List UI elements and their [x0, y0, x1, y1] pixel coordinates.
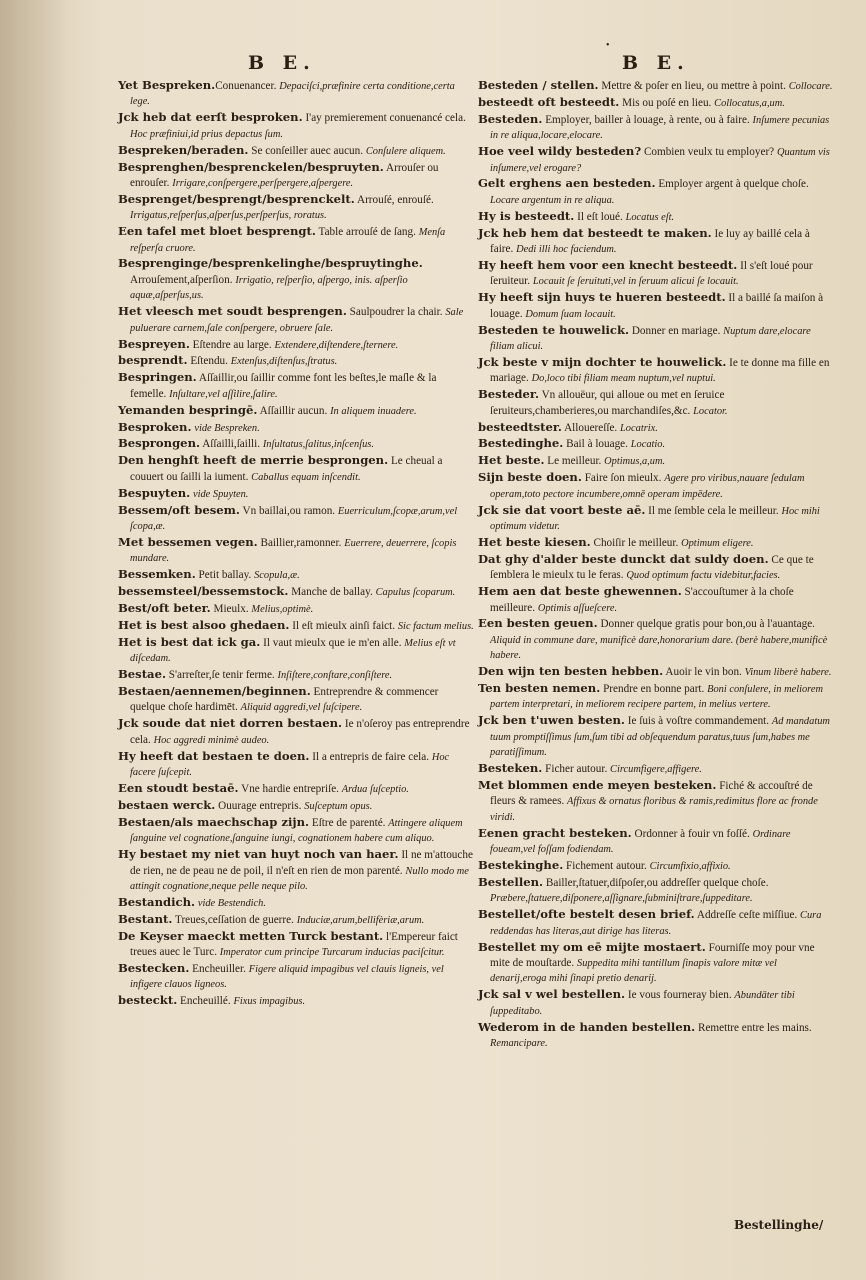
entry-latin: Caballus equam inſcendit.: [251, 471, 361, 483]
entry-french: Eſtendu.: [187, 355, 231, 368]
entry-headword: Het is best alsoo ghedaen.: [118, 617, 290, 632]
dictionary-entry: [118, 78, 474, 110]
dictionary-entry: [118, 815, 474, 847]
dictionary-entry: [478, 940, 834, 987]
entry-headword: Besteden / stellen.: [478, 78, 599, 92]
entry-headword: Met bessemen vegen.: [118, 534, 258, 549]
dictionary-entry: [118, 160, 474, 192]
entry-french: Le cheual a couuert ou ſailli la iument.: [130, 455, 443, 483]
dictionary-entry: [478, 470, 834, 502]
entry-french: Il a entrepris de faire cela.: [309, 750, 432, 763]
entry-headword: Bespreken/beraden.: [118, 142, 249, 157]
entry-french: l'Empereur faict treues auec le Turc.: [130, 930, 458, 959]
entry-french: Aſſaillir,ou ſaillir comme font les beſtes,le maſle & la femelle.: [130, 372, 437, 400]
entry-latin: Cura reddendas has literas,aut dirige has literas.: [490, 910, 822, 937]
dictionary-entry: [118, 304, 474, 336]
entry-headword: Bespringen.: [118, 370, 197, 385]
entry-french: Il eſt loué.: [574, 210, 626, 223]
entry-latin: Collocare.: [788, 81, 833, 92]
dictionary-entry: [478, 112, 834, 144]
dictionary-entry: [478, 176, 834, 208]
dictionary-entry: [118, 929, 474, 961]
entry-french: Donner quelque gratis pour bon,ou à l'auantage.: [597, 618, 815, 631]
entry-headword: Dat ghy d'alder beste dunckt dat suldy doen.: [478, 551, 769, 566]
entry-latin: Ordinare foueam,vel foſſam fodiendam.: [490, 828, 791, 856]
entry-latin: Circumfigere,affigere.: [610, 764, 702, 776]
entry-headword: Besprenget/besprengt/besprenckelt.: [118, 191, 355, 206]
dictionary-entry: [478, 552, 834, 584]
entry-french: Mis ou poſé en lieu.: [619, 96, 715, 109]
entry-french: Employer argent à quelque choſe.: [655, 178, 809, 191]
entry-latin: Locatrix.: [620, 422, 658, 434]
entry-headword: De Keyser maeckt metten Turck bestant.: [118, 928, 384, 943]
entry-latin: Fixus impagibus.: [233, 996, 306, 1008]
entry-headword: Met blommen ende meyen besteken.: [478, 777, 717, 792]
entry-headword: Bestandich.: [118, 894, 196, 909]
entry-latin: Collocatus,a,um.: [714, 97, 785, 109]
entry-headword: Een stoudt bestaē.: [118, 780, 239, 795]
entry-latin: vide Spuyten.: [192, 488, 249, 500]
entry-french: Ie luy ay baillé cela à faire.: [490, 227, 810, 256]
entry-french: Arrouſé, enrouſé.: [354, 193, 434, 206]
entry-latin: Extendere,diſtendere,ſternere.: [274, 339, 399, 351]
entry-latin: Domum ſuam locauit.: [525, 308, 616, 320]
entry-french: Entreprendre & commencer quelque choſe hardimēt.: [130, 686, 439, 714]
entry-headword: besteedtster.: [478, 419, 562, 434]
left-column: [118, 78, 474, 1010]
entry-french: Mettre & poſer en lieu, ou mettre à point.: [598, 80, 789, 92]
entry-french: Il s'eſt loué pour ſeruiteur.: [490, 259, 813, 288]
entry-headword: besteedt oft besteedt.: [478, 94, 620, 109]
entry-french: Se conſeiller auec aucun.: [248, 144, 366, 157]
entry-french: S'accouſtumer à la choſe meilleure.: [490, 586, 794, 614]
entry-french: Ficher autour.: [542, 763, 611, 776]
entry-headword: Besteder.: [478, 387, 539, 402]
gutter-shadow: [0, 0, 70, 1280]
entry-headword: Bessem/oft besem.: [118, 502, 240, 517]
header-letters-left: B E.: [248, 52, 316, 74]
dictionary-entry: [118, 601, 474, 617]
entry-french: Prendre en bonne part.: [600, 683, 708, 696]
dictionary-entry: [118, 453, 474, 485]
header-letters-right: B E.: [622, 52, 690, 74]
entry-latin: Capulus ſcoparum.: [375, 587, 456, 599]
entry-french: Il vaut mieulx que ie m'en alle.: [260, 636, 405, 649]
dictionary-entry: [478, 584, 834, 616]
dictionary-entry: [118, 993, 474, 1009]
dictionary-entry: [478, 290, 834, 322]
entry-latin: Ad mandatum tuum promptiſſimus ſum,ſum tibi ad obſequendum paratus,tuus ſum,habes me paratiſſimum.: [490, 716, 830, 759]
entry-latin: Hoc facere ſuſcepit.: [130, 751, 450, 779]
entry-latin: Irrigare,conſpergere,perſpergere,aſpergere.: [172, 177, 354, 189]
dictionary-entry: [478, 761, 834, 777]
entry-french: Conuenancer.: [215, 80, 280, 92]
entry-headword: Bestellet/ofte bestelt desen brief.: [478, 907, 695, 922]
entry-french: Bail à louage.: [563, 438, 631, 451]
entry-french: Bailler,ſtatuer,diſpoſer,ou addreſſer quelque choſe.: [543, 876, 769, 889]
entry-headword: Het beste kiesen.: [478, 534, 591, 549]
dictionary-entry: [118, 420, 474, 436]
dictionary-entry: [118, 847, 474, 894]
entry-french: Ie ſuis à voſtre commandement.: [624, 715, 772, 728]
entry-headword: Den henghſt heeft de merrie besprongen.: [118, 453, 389, 468]
entry-french: Treues,ceſſation de guerre.: [172, 913, 297, 926]
dictionary-entry: [478, 681, 834, 713]
entry-headword: Bestaen/als maechschap zijn.: [118, 814, 310, 829]
right-column: [478, 78, 834, 1052]
entry-headword: bessemsteel/bessemstock.: [118, 584, 289, 599]
entry-latin: Inſumere pecunias in re aliqua,locare,elocare.: [490, 114, 830, 142]
catchword: Bestellinghe/: [734, 1218, 824, 1232]
dictionary-entry: [118, 567, 474, 583]
dictionary-entry: [478, 826, 834, 858]
entry-french: Fiché & accouſtré de fleurs & ramees.: [490, 779, 813, 808]
entry-headword: Hy heeft dat bestaen te doen.: [118, 748, 310, 763]
entry-headword: Den wijn ten besten hebben.: [478, 664, 664, 679]
dictionary-entry: [478, 420, 834, 436]
entry-headword: Het beste.: [478, 453, 545, 468]
entry-latin: Aliquid in commune dare, munificè dare,honorarium dare. (berè habere,munificè habere.: [490, 634, 828, 662]
entry-french: Combien veulx tu employer?: [641, 146, 777, 159]
dictionary-entry: [118, 353, 474, 369]
dictionary-entry: [478, 323, 834, 355]
entry-headword: besteckt.: [118, 993, 178, 1008]
dictionary-entry: [478, 209, 834, 225]
entry-french: Remettre entre les mains.: [695, 1021, 812, 1034]
entry-french: Aſſailli,ſailli.: [200, 438, 263, 451]
dictionary-entry: [118, 912, 474, 928]
entry-latin: Quantum vis inſumere,vel erogare?: [490, 147, 830, 174]
entry-headword: Ten besten nemen.: [478, 681, 601, 696]
entry-headword: Hy heeft hem voor een knecht besteedt.: [478, 257, 738, 272]
entry-latin: Hoc aggredi minimè audeo.: [153, 734, 270, 746]
dictionary-entry: [118, 337, 474, 353]
dictionary-entry: [118, 503, 474, 535]
entry-latin: Irrigatio, reſperſio, aſpergo, inis. aſperſio aquæ,aſperſus,us.: [130, 274, 408, 302]
dictionary-entry: [478, 387, 834, 419]
dictionary-entry: [118, 370, 474, 402]
dictionary-entry: [478, 875, 834, 907]
entry-french: Vn allouëur, qui alloue ou met en ſeruice ſeruiteurs,chamberieres,ou marchandiſes,&c.: [490, 389, 725, 417]
entry-headword: Bestekinghe.: [478, 858, 564, 872]
entry-french: Ie te donne ma fille en mariage.: [490, 356, 830, 385]
entry-latin: Melius eſt vt diſcedam.: [130, 637, 456, 665]
entry-french: Il me ſemble cela le meilleur.: [645, 504, 782, 517]
dictionary-entry: [478, 503, 834, 535]
entry-headword: bestaen werck.: [118, 797, 216, 812]
entry-latin: Remancipare.: [490, 1037, 548, 1049]
entry-latin: Locauit ſe ſeruituti,vel in ſeruum alicui ſe locauit.: [532, 276, 739, 288]
entry-french: Il ne m'attouche de rien, ne de peau ne de poil, il n'eſt en rien de mon parenté.: [130, 849, 473, 877]
entry-latin: Inſultatus,ſalitus,inſcenſus.: [262, 439, 374, 451]
entry-french: Faire ſon mieulx.: [581, 472, 665, 485]
entry-headword: Jck sal v wel bestellen.: [478, 987, 626, 1002]
entry-headword: Besprenghen/besprenckelen/bespruyten.: [118, 159, 384, 174]
entry-latin: Scopula,æ.: [254, 570, 300, 582]
entry-french: Table arrouſé de ſang.: [315, 226, 419, 239]
entry-headword: Een besten geuen.: [478, 616, 598, 631]
entry-latin: Optimis aſſueſcere.: [537, 602, 618, 614]
dictionary-entry: [478, 144, 834, 176]
entry-french: Ordonner à fouir vn foſſé.: [631, 827, 753, 840]
entry-latin: Sale puluerare carnem,ſale conſpergere, obruere ſale.: [130, 307, 464, 334]
entry-headword: Hem aen dat beste ghewennen.: [478, 584, 682, 599]
dictionary-entry: [478, 535, 834, 551]
entry-latin: vide Bespreken.: [194, 422, 260, 434]
dictionary-entry: [478, 907, 834, 939]
entry-french: Le meilleur.: [544, 455, 605, 468]
entry-french: Vne hardie entrepriſe.: [238, 782, 342, 795]
entry-french: Eſtendre au large.: [189, 338, 275, 351]
entry-headword: Hy heeft sijn huys te hueren besteedt.: [478, 290, 726, 305]
entry-headword: Sijn beste doen.: [478, 470, 582, 485]
entry-french: Auoir le vin bon.: [663, 666, 745, 679]
entry-latin: Suſceptum opus.: [304, 800, 373, 812]
entry-french: S'arreſter,ſe tenir ferme.: [165, 669, 278, 682]
entry-latin: Locator.: [693, 405, 728, 417]
entry-french: Ouurage entrepris.: [215, 799, 305, 812]
entry-latin: Sic factum melius.: [397, 620, 474, 632]
entry-headword: Bestellet my om eē mijte mostaert.: [478, 939, 706, 954]
entry-latin: Agere pro viribus,nauare ſedulam operam,toto pectore incumbere,omnē operam impēdere.: [490, 473, 805, 500]
entry-french: Arrouſer ou enrouſer.: [130, 161, 439, 189]
dictionary-entry: [118, 224, 474, 256]
entry-headword: besprendt.: [118, 353, 188, 368]
dictionary-entry: [478, 226, 834, 258]
entry-french: Addreſſe ceſte miſſiue.: [694, 909, 801, 922]
entry-headword: Bestae.: [118, 667, 166, 682]
header-dot: •: [606, 40, 610, 51]
dictionary-entry: [478, 713, 834, 760]
dictionary-entry: [118, 798, 474, 814]
entry-headword: Yemanden bespringē.: [118, 402, 258, 417]
entry-latin: Aliquid aggredi,vel ſuſcipere.: [240, 702, 363, 714]
entry-headword: Besteden te houwelick.: [478, 322, 630, 337]
dictionary-entry: [118, 403, 474, 419]
dictionary-entry: [118, 961, 474, 993]
entry-latin: Dedi illi hoc faciendum.: [516, 244, 617, 256]
dictionary-entry: [118, 684, 474, 716]
entry-latin: Menſa reſperſa cruore.: [130, 227, 446, 254]
entry-latin: Inſultare,vel aſſilire,ſalire.: [169, 388, 278, 400]
entry-headword: Bestaen/aennemen/beginnen.: [118, 684, 311, 699]
entry-headword: Jck heb dat eerſt besproken.: [118, 110, 303, 125]
entry-latin: Optimus,a,um.: [604, 456, 666, 468]
entry-latin: Attingere aliquem ſanguine vel cognatione,ſanguine iungi, cognationem habere cum aliquo.: [130, 817, 463, 845]
entry-latin: Nullo modo me attingit cognatione,neque pelle neque pilo.: [130, 865, 469, 892]
entry-headword: Het is best dat ick ga.: [118, 634, 261, 649]
entry-french: Fichement autour.: [563, 860, 650, 872]
entry-latin: Abundāter tibi ſuppeditabo.: [490, 990, 795, 1017]
entry-headword: Yet Bespreken.: [118, 78, 216, 92]
dictionary-entry: [478, 858, 834, 874]
dictionary-entry: [118, 486, 474, 502]
entry-latin: Inſiſtere,conſtare,conſiſtere.: [277, 670, 393, 682]
entry-headword: Bessemken.: [118, 567, 196, 582]
entry-latin: Affixus & ornatus floribus & ramis,redimitus flore ac fronde viridi.: [490, 796, 818, 823]
entry-french: Allouereſſe.: [561, 421, 621, 434]
entry-french: Vn baillai,ou ramon.: [239, 504, 338, 517]
entry-latin: Figere aliquid impagibus vel clauis ligneis, vel infigere clauos ligneos.: [130, 963, 444, 991]
entry-headword: Bestant.: [118, 911, 173, 926]
entry-french: Mieulx.: [210, 603, 252, 615]
dictionary-entry: [118, 143, 474, 159]
entry-french: Fourniſſe moy pour vne mite de mouſtarde.: [490, 941, 815, 969]
dictionary-entry: [118, 635, 474, 667]
dictionary-entry: [478, 1020, 834, 1052]
entry-latin: Induciæ,arum,bellifèriæ,arum.: [296, 914, 425, 926]
entry-latin: Quod optimum factu videbitur,facies.: [626, 570, 781, 582]
dictionary-entry: [478, 778, 834, 825]
entry-french: Petit ballay.: [195, 569, 255, 582]
entry-latin: Præbere,ſtatuere,diſponere,aſſignare,ſubminiſtrare,ſuppeditare.: [490, 893, 753, 905]
entry-latin: Do,loco tibi filiam meam nuptum,vel nuptui.: [531, 373, 716, 385]
dictionary-entry: [478, 987, 834, 1019]
entry-headword: Bestecken.: [118, 960, 190, 975]
entry-headword: Hy is besteedt.: [478, 208, 575, 223]
entry-french: Choiſir le meilleur.: [590, 536, 682, 549]
dictionary-entry: [118, 584, 474, 600]
dictionary-entry: [118, 749, 474, 781]
entry-headword: Besteken.: [478, 761, 543, 776]
dictionary-entry: [118, 781, 474, 797]
entry-french: Encheuiller.: [189, 962, 249, 975]
entry-french: Il a baillé ſa maiſon à louage.: [490, 292, 824, 320]
entry-headword: Hoe veel wildy besteden?: [478, 144, 642, 159]
entry-latin: Optimum eligere.: [681, 537, 754, 549]
entry-headword: Besprongen.: [118, 436, 201, 451]
entry-latin: Hoc præfiniui,id prius depactus ſum.: [130, 128, 283, 140]
entry-headword: Besteden.: [478, 111, 543, 126]
dictionary-entry: [118, 192, 474, 224]
entry-headword: Bespreyen.: [118, 336, 190, 351]
entry-french: Donner en mariage.: [629, 324, 724, 337]
entry-headword: Jck sie dat voort beste aē.: [478, 502, 646, 517]
entry-french: Manche de ballay.: [288, 586, 376, 599]
entry-french: Ie vous fourneray bien.: [625, 989, 735, 1002]
entry-headword: Bespuyten.: [118, 485, 191, 500]
dictionary-entry: [118, 716, 474, 748]
entry-latin: Locare argentum in re aliqua.: [490, 194, 615, 206]
entry-headword: Besprenginge/besprenkelinghe/bespruytinghe.: [118, 256, 423, 271]
entry-headword: Jck heb hem dat besteedt te maken.: [478, 225, 712, 240]
entry-latin: In aliquem inuadere.: [330, 405, 417, 417]
dictionary-entry: [118, 618, 474, 634]
dictionary-entry: [478, 78, 834, 94]
entry-french: Encheuillé.: [177, 995, 234, 1008]
entry-latin: Circumfixio,affixio.: [649, 861, 731, 872]
entry-headword: Jck ben t'uwen besten.: [478, 713, 625, 728]
entry-french: Employer, bailler à louage, à rente, ou à faire.: [542, 113, 753, 126]
entry-headword: Het vleesch met soudt besprengen.: [118, 304, 347, 319]
entry-latin: Suppedita mihi tantillum ſinapis valore mitæ vel denarij,eroga mihi ſinapi pretio denarij.: [490, 957, 777, 985]
dictionary-entry: [478, 95, 834, 111]
dictionary-entry: [478, 258, 834, 290]
entry-latin: Vinum liberè habere.: [744, 667, 832, 679]
entry-headword: Eenen gracht besteken.: [478, 825, 632, 840]
entry-headword: Een tafel met bloet besprengt.: [118, 224, 316, 239]
dictionary-entry: [118, 895, 474, 911]
entry-latin: Irrigatus,reſperſus,aſperſus,perſperſus, roratus.: [130, 210, 327, 222]
entry-latin: Melius,optimè.: [251, 604, 314, 615]
entry-latin: Hoc mihi optimum videtur.: [490, 505, 820, 532]
entry-headword: Bestellen.: [478, 874, 544, 889]
entry-french: Ce que te ſemblera le mieulx tu le feras.: [490, 553, 814, 582]
entry-headword: Bestedinghe.: [478, 436, 564, 451]
entry-french: Baillier,ramonner.: [257, 536, 345, 549]
dictionary-entry: [118, 667, 474, 683]
entry-french: Aſſaillir aucun.: [257, 404, 331, 417]
entry-headword: Jck soude dat niet dorren bestaen.: [118, 716, 343, 731]
entry-headword: Besproken.: [118, 419, 192, 434]
entry-latin: Locatio.: [630, 439, 666, 451]
entry-latin: Ardua ſuſceptio.: [341, 783, 409, 795]
entry-latin: Boni conſulere, in meliorem partem interpretari, in meliorem recipere partem, in melius vertere.: [490, 684, 823, 711]
entry-french: I'ay premierement conuenancé cela.: [302, 112, 466, 125]
dictionary-entry: [478, 436, 834, 452]
entry-french: Eſtre de parenté.: [309, 816, 389, 829]
entry-headword: Hy bestaet my niet van huyt noch van haer.: [118, 847, 399, 862]
dictionary-entry: [478, 453, 834, 469]
dictionary-entry: [118, 535, 474, 567]
dictionary-entry: [478, 616, 834, 663]
entry-latin: Conſulere aliquem.: [365, 145, 446, 157]
entry-latin: Euerrere, deuerrere, ſcopis mundare.: [130, 537, 457, 565]
entry-headword: Wederom in de handen bestellen.: [478, 1019, 696, 1034]
entry-latin: Imperator cum principe Turcarum inducias paciſcitur.: [219, 947, 445, 959]
dictionary-entry: [118, 110, 474, 142]
entry-latin: Nuptum dare,elocare filiam alicui.: [490, 325, 811, 352]
entry-headword: Jck beste v mijn dochter te houwelick.: [478, 354, 727, 369]
entry-headword: Best/oft beter.: [118, 601, 211, 615]
dictionary-entry: [118, 256, 474, 303]
entry-headword: Gelt erghens aen besteden.: [478, 176, 656, 191]
dictionary-entry: [118, 436, 474, 452]
entry-french: Saulpoudrer la chair.: [346, 306, 446, 319]
dictionary-entry: [478, 664, 834, 680]
entry-latin: vide Bestendich.: [197, 897, 266, 909]
dictionary-entry: [478, 355, 834, 387]
entry-french: Ie n'oſeroy pas entreprendre cela.: [130, 718, 470, 746]
entry-latin: Locatus eſt.: [625, 211, 675, 223]
entry-french: Il eſt mieulx ainſi faict.: [289, 619, 398, 632]
entry-latin: Extenſus,diſtenſus,ſtratus.: [230, 356, 338, 368]
entry-french: Arrouſement,aſperſion.: [130, 273, 236, 286]
entry-latin: Depaciſci,præfinire certa conditione,certa lege.: [130, 81, 455, 108]
entry-latin: Euerriculum,ſcopæ,arum,vel ſcopa,æ.: [130, 505, 458, 532]
